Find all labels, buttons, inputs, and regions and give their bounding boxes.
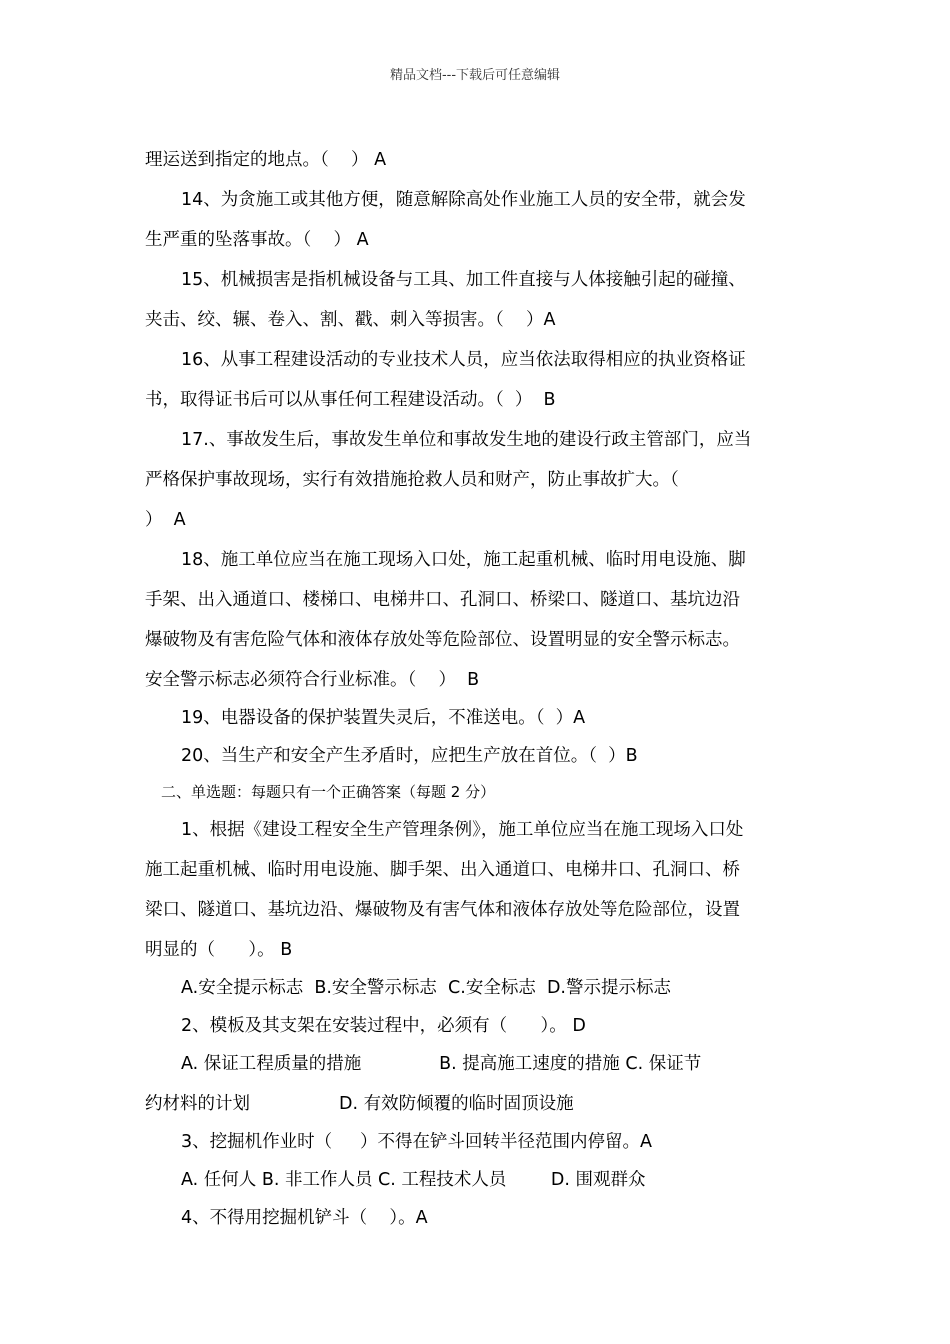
text-line: A.安全提示标志 B.安全警示标志 C.安全标志 D.警示提示标志 xyxy=(181,978,671,998)
text-line: 书，取得证书后可以从事任何工程建设活动。（ ） B xyxy=(145,390,556,410)
text-line: 16、从事工程建设活动的专业技术人员，应当依法取得相应的执业资格证 xyxy=(181,350,746,370)
text-line: 施工起重机械、临时用电设施、脚手架、出入通道口、电梯井口、孔洞口、桥 xyxy=(145,860,740,880)
text-line: 夹击、绞、辗、卷入、割、戳、刺入等损害。（ ）A xyxy=(145,310,556,330)
text-line: 14、为贪施工或其他方便，随意解除高处作业施工人员的安全带，就会发 xyxy=(181,190,746,210)
text-line: A. 保证工程质量的措施 B. 提高施工速度的措施 C. 保证节 xyxy=(181,1054,702,1074)
text-line: ） A xyxy=(145,510,186,530)
text-line: 1、根据《建设工程安全生产管理条例》，施工单位应当在施工现场入口处 xyxy=(181,820,744,840)
text-line: 安全警示标志必须符合行业标准。（ ） B xyxy=(145,670,480,690)
text-line: 18、施工单位应当在施工现场入口处，施工起重机械、临时用电设施、脚 xyxy=(181,550,746,570)
text-line: 理运送到指定的地点。（ ） A xyxy=(145,150,387,170)
text-line: 17.、事故发生后，事故发生单位和事故发生地的建设行政主管部门，应当 xyxy=(181,430,752,450)
text-line: 明显的（ ）。 B xyxy=(145,940,293,960)
text-line: 梁口、隧道口、基坑边沿、爆破物及有害气体和液体存放处等危险部位，设置 xyxy=(145,900,740,920)
text-line: 15、机械损害是指机械设备与工具、加工件直接与人体接触引起的碰撞、 xyxy=(181,270,746,290)
text-line: 约材料的计划 D. 有效防倾覆的临时固顶设施 xyxy=(145,1094,574,1114)
text-line: 爆破物及有害危险气体和液体存放处等危险部位、设置明显的安全警示标志。 xyxy=(145,630,740,650)
page-header: 精品文档---下载后可任意编辑 xyxy=(389,68,561,83)
text-line: 生严重的坠落事故。（ ） A xyxy=(145,230,369,250)
section-heading: 二、单选题：每题只有一个正确答案（每题 2 分） xyxy=(161,783,496,801)
text-line: 手架、出入通道口、楼梯口、电梯井口、孔洞口、桥梁口、隧道口、基坑边沿 xyxy=(145,590,740,610)
text-line: 3、挖掘机作业时（ ）不得在铲斗回转半径范围内停留。A xyxy=(181,1132,652,1152)
text-line: 4、不得用挖掘机铲斗（ ）。A xyxy=(181,1208,428,1228)
text-line: 2、模板及其支架在安装过程中，必须有（ ）。 D xyxy=(181,1016,586,1036)
text-line: 严格保护事故现场，实行有效措施抢救人员和财产，防止事故扩大。（ xyxy=(145,470,679,490)
text-line: 20、当生产和安全产生矛盾时，应把生产放在首位。（ ）B xyxy=(181,746,638,766)
text-line: 19、电器设备的保护装置失灵后，不准送电。（ ）A xyxy=(181,708,586,728)
text-line: A. 任何人 B. 非工作人员 C. 工程技术人员 D. 围观群众 xyxy=(181,1170,646,1190)
